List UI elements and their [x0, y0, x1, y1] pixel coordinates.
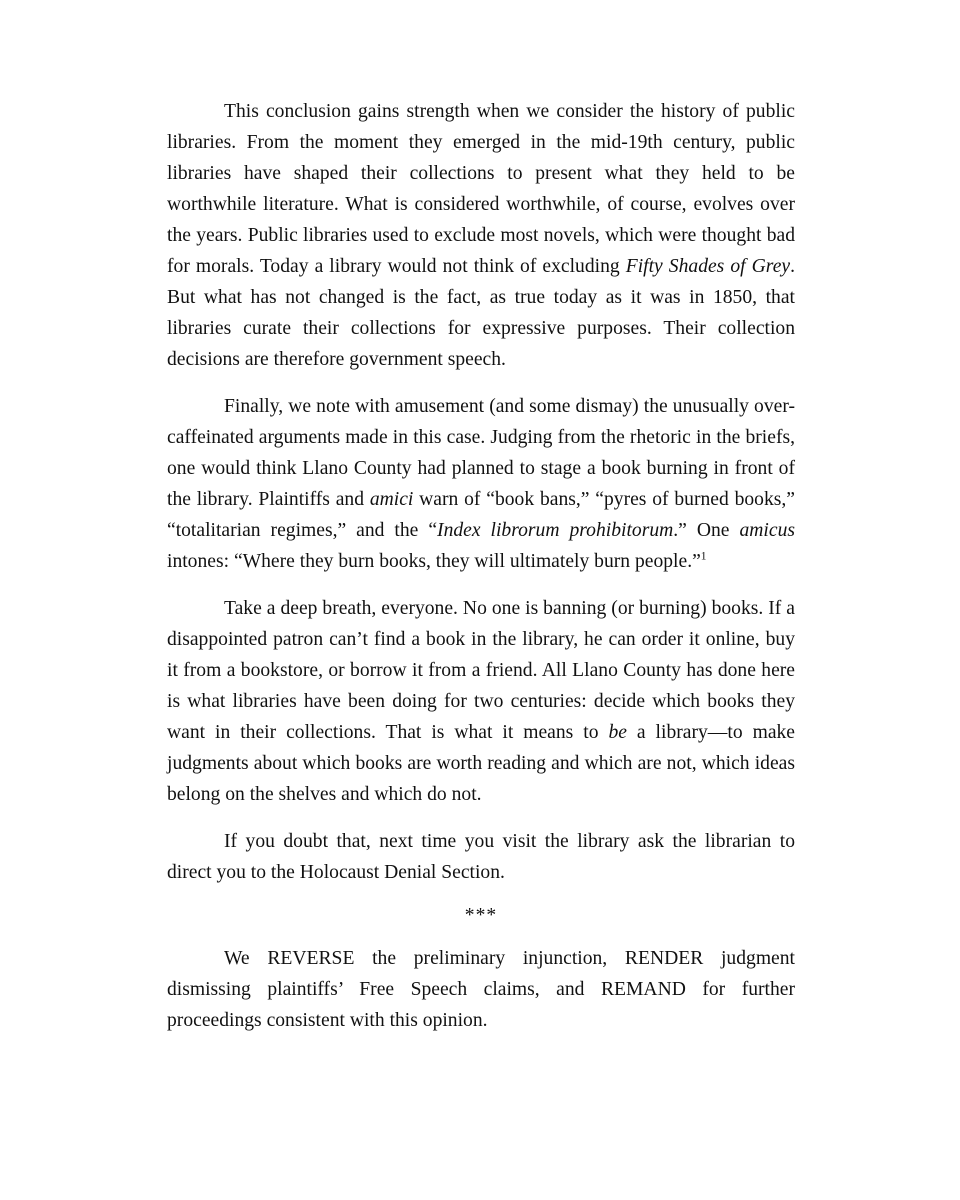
- opinion-text: [167, 96, 795, 1052]
- text-segment: .” One: [673, 520, 740, 541]
- italic-text: amicus: [739, 520, 795, 541]
- text-segment: Finally, we note with amusement (and some dismay) the unusually over-caffeinated arguments made in this case. Judging from the rhetoric in the briefs, one would think Llano County had planned to stage a book burning in front of the library. Plaintiffs and: [167, 396, 795, 510]
- text-segment: Take a deep breath, everyone. No one is banning (or burning) books. If a disappointed patron can’t find a book in the library, he can order it online, buy it from a bookstore, or borrow it from a friend. All Llano County has done here is what libraries have been doing for two centuries: decide which books they want in their collections. That is what it means to: [167, 598, 795, 743]
- text-segment: If you doubt that, next time you visit the library ask the librarian to direct you to the Holocaust Denial Section.: [167, 831, 795, 883]
- italic-text: amici: [369, 489, 414, 510]
- text-segment: a library—to make judgments about which books are worth reading and which are not, which ideas belong on the shelves and which do not.: [167, 722, 796, 805]
- paragraph-deep-breath: [167, 593, 795, 810]
- italic-text: Fifty Shades of Grey: [625, 256, 791, 277]
- paragraph-history-of-libraries: [167, 96, 795, 375]
- paragraph-holocaust-denial: [167, 826, 795, 888]
- text-segment: . But what has not changed is the fact, as true today as it was in 1850, that libraries curate their collections for expressive purposes. Their collection decisions are therefore government speech.: [167, 256, 796, 370]
- section-divider: ***: [464, 905, 498, 926]
- paragraph-conclusion: [167, 943, 795, 1036]
- text-segment: This conclusion gains strength when we consider the history of public libraries. From the moment they emerged in the mid-19th century, public libraries have shaped their collections to present what they held to be worthwhile literature. What is considered worthwhile, of course, evolves over the years. Public libraries used to exclude most novels, which were thought bad for morals. Today a library would not think of excluding: [167, 101, 795, 277]
- paragraph-over-caffeinated-arguments: [167, 391, 795, 577]
- footnote-marker: 1: [700, 550, 707, 563]
- text-segment: We REVERSE the preliminary injunction, RENDER judgment dismissing plaintiffs’ Free Speech claims, and REMAND for further proceedings consistent with this opinion.: [167, 948, 795, 1031]
- italic-text: Index librorum prohibitorum: [437, 520, 674, 541]
- text-segment: warn of “book bans,” “pyres of burned books,” “totalitarian regimes,” and the “: [167, 489, 795, 541]
- text-segment: intones: “Where they burn books, they will ultimately burn people.”: [167, 551, 701, 572]
- italic-text: be: [608, 722, 627, 743]
